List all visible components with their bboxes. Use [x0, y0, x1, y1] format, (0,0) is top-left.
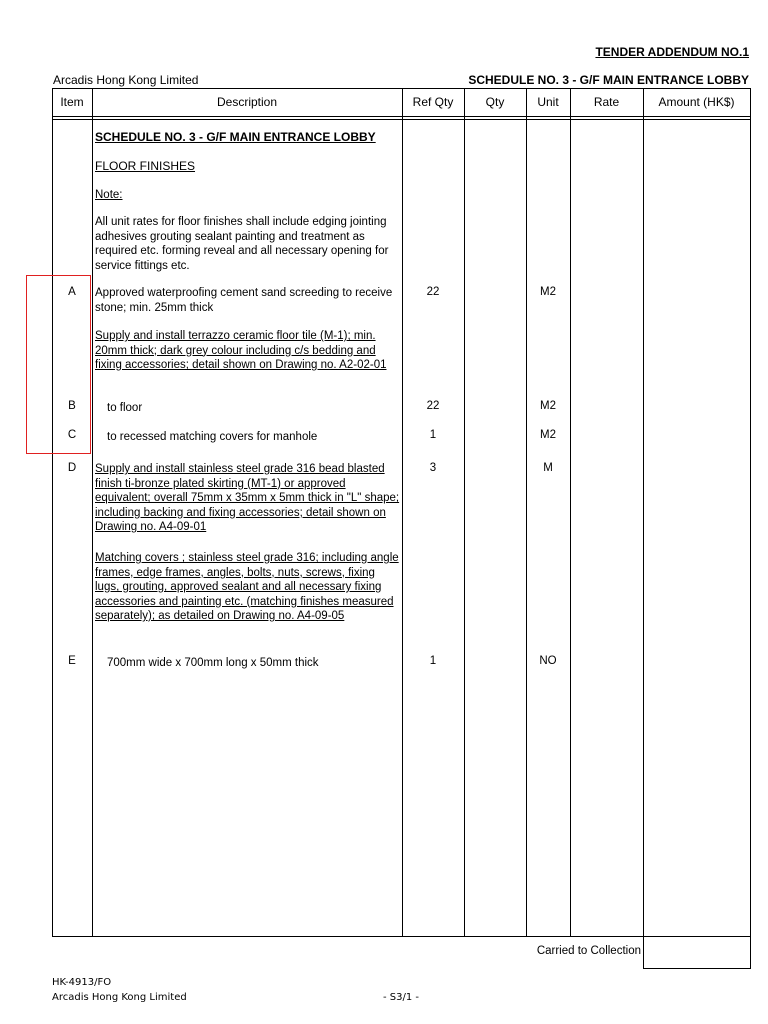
- item-ref-qty: 3: [429, 462, 437, 474]
- col-header-amount: Amount (HK$): [658, 95, 735, 109]
- covers-heading: Matching covers ; stainless steel grade 316; including angle frames, edge frames, angles, bolts, nuts, screws, fixing lugs, grouting, approved sealant and all necessary fixing accessories and painting etc. (matching finishes measured separately); as detailed on Drawing no. A4-09-05: [95, 552, 399, 622]
- col-header-ref-qty: Ref Qty: [412, 95, 454, 109]
- col-header-unit: Unit: [537, 95, 559, 109]
- item-code: D: [67, 462, 77, 474]
- note-text: All unit rates for floor finishes shall include edging jointing adhesives grouting sealant painting and treatment as required etc. forming reveal and all necessary opening for service fittings etc.: [95, 216, 389, 272]
- schedule-header: SCHEDULE NO. 3 - G/F MAIN ENTRANCE LOBBY: [468, 73, 749, 87]
- item-description: Approved waterproofing cement sand screeding to receive stone; min. 25mm thick: [95, 287, 393, 314]
- item-ref-qty: 22: [426, 400, 440, 412]
- item-unit: M2: [540, 429, 556, 441]
- item-code: C: [67, 429, 77, 441]
- carried-amount-box: [644, 937, 750, 968]
- col-header-item: Item: [60, 95, 84, 109]
- item-unit: M2: [540, 286, 556, 298]
- section-heading: FLOOR FINISHES: [95, 159, 196, 173]
- highlight-box: [26, 275, 91, 454]
- schedule-title: SCHEDULE NO. 3 - G/F MAIN ENTRANCE LOBBY: [95, 130, 376, 144]
- item-unit: M2: [540, 400, 556, 412]
- carried-to-collection-label: Carried to Collection: [536, 945, 641, 957]
- footer-ref: HK-4913/FO: [52, 977, 112, 988]
- item-ref-qty: 1: [429, 429, 437, 441]
- company-name: Arcadis Hong Kong Limited: [53, 73, 199, 87]
- footer-company: Arcadis Hong Kong Limited: [52, 992, 187, 1003]
- item-ref-qty: 1: [429, 655, 437, 667]
- item-description: to floor: [107, 402, 143, 414]
- footer-page-number: - S3/1 -: [383, 992, 420, 1003]
- item-description: 700mm wide x 700mm long x 50mm thick: [107, 657, 319, 669]
- tender-addendum-title: TENDER ADDENDUM NO.1: [595, 45, 749, 59]
- item-description: to recessed matching covers for manhole: [107, 431, 318, 443]
- item-ref-qty: 22: [426, 286, 440, 298]
- item-unit: M: [543, 462, 553, 474]
- note-label: Note:: [95, 189, 123, 201]
- item-code: A: [68, 286, 76, 298]
- item-description: Supply and install stainless steel grade 316 bead blasted finish ti-bronze plated skirting (MT-1) or approved equivalent; overall 75mm x 35mm x 5mm thick in "L" shape; including backing and fixing accessories; detail shown on Drawing no. A4-09-01: [95, 463, 400, 533]
- item-code: B: [68, 400, 76, 412]
- col-header-qty: Qty: [485, 95, 505, 109]
- col-header-rate: Rate: [593, 95, 620, 109]
- col-header-description: Description: [216, 95, 278, 109]
- item-code: E: [68, 655, 76, 667]
- item-unit: NO: [539, 655, 557, 667]
- terrazzo-heading: Supply and install terrazzo ceramic floor tile (M-1); min. 20mm thick; dark grey colour including c/s bedding and fixing accessories; detail shown on Drawing no. A2-02-01: [95, 330, 387, 371]
